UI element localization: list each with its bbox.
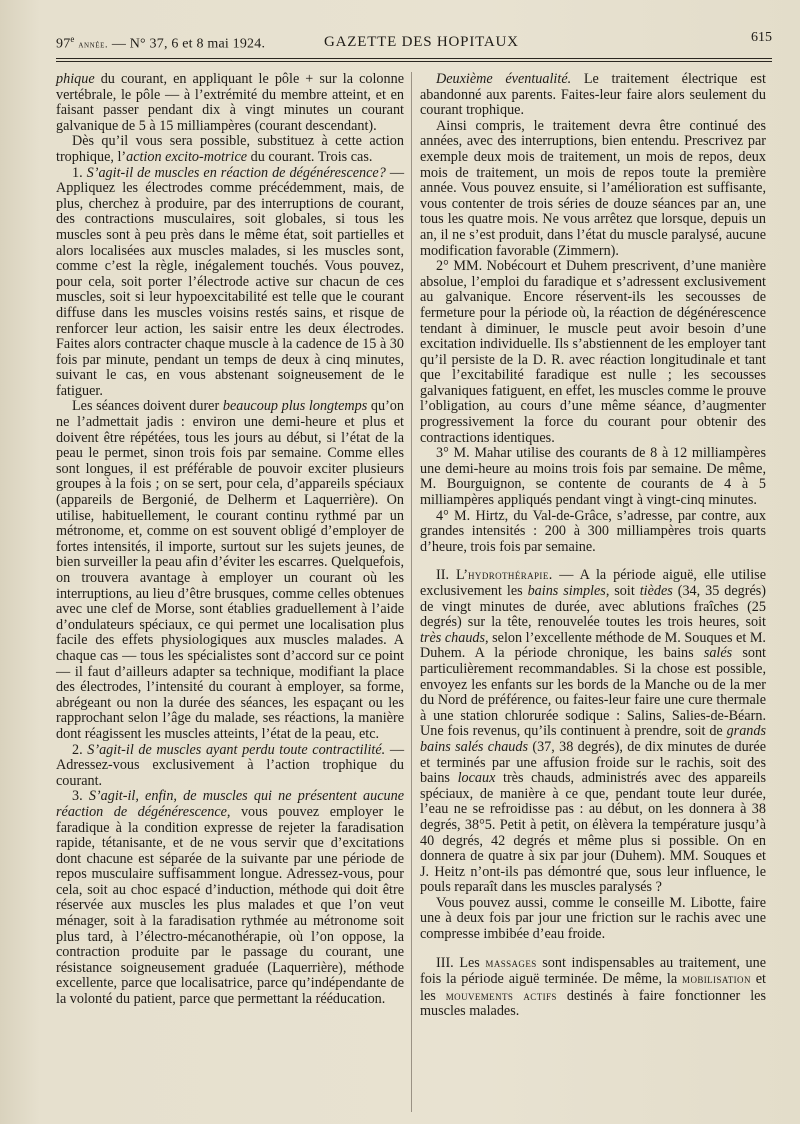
italic-run: beaucoup plus longtemps (222, 398, 368, 415)
paragraph (56, 134, 404, 165)
smallcaps-run: hydrothérapie (468, 567, 549, 583)
paragraph (420, 119, 766, 259)
issue-date: — N° 37, 6 et 8 mai 1924. (111, 36, 266, 52)
text-run: très chauds, administrés avec des appareils spéciaux, de manière à ce que, pendant toute leur durée, l’eau ne se refroidisse pas : au début, on les donnera à 38 degrés, 38°5. Petit à petit, on élèvera la température jusqu’à 40 degrés, 42 degrés et même plus si possible. On en donnera de quatre à six par jour (Duhem). MM. Souques et J. Heitz n’ont-ils pas démontré que, sous leur influence, le pouls reparaît dans les muscles paralysés ? (420, 770, 766, 896)
text-run: 2. (72, 741, 88, 758)
text-run: du courant. Trois cas. (247, 148, 373, 165)
italic-run: bains simples (527, 583, 606, 599)
text-run: 3. (72, 788, 89, 805)
text-run: (37, 38 degrés), de dix minutes de durée et terminés par une affusion froide sur le rachis, soit des bains (420, 738, 766, 787)
text-run: qu’on ne l’admettait jadis : environ une demi-heure et plus et doivent être répétées, tous les jours au début, si l’état de la peau le permet, sinon trois fois par semaine. Comme elles sont longues, il est préférable de pouvoir exciter plusieurs groupes à la fois ; on se sert, pour cela, d’appareils spéciaux (appareils de Bergonié, de Delherm et Laquerrière). On utilise, habituellement, le courant continu rythmé par un métronome, et, comme on est souvent obligé d’employer de fortes intensités, il importe, surtout sur les sujets jeunes, de bien surveiller la peau afin d’éviter les escarres. Quelquefois, on trouvera avantage à employer un courant où les interruptions, au lieu d’être brusques, comme celles obtenues avec une clef de Morse, sont établies graduellement à l’aide d’ondulateurs spéciaux, ce qui permet une localisation plus facile des effets physiologiques aux muscles malades. A chaque cas — tous les spécialistes sont d’accord sur ce point — il faut d’ailleurs adapter sa technique, modifiant la place des électrodes, l’intensité du courant à employer, sa forme, abrégeant ou non la durée des séances, les espaçant ou les rapprochant selon l’âge du malade, ses réactions, la manière dont réagissent les muscles atteints, l’état de la peau, etc. (56, 398, 404, 742)
text-run: 2° MM. Nobécourt et Duhem prescrivent, d’une manière absolue, l’emploi du faradique et s’adressent exclusivement au galvanique. Encore réservent-ils les secousses de fermeture pour la période où, la réaction de dégénérescence tendant à diminuer, le muscle peut avoir besoin d’une excitation individuelle. Ils s’abstiennent de les employer tant qu’il persiste de la D. R. avec réaction longitudinale et tant que l’excitabilité faradique est nulle ; les secousses galvaniques fatiguent, en effet, les muscles comme le prouve l’obligation, au cours d’une même séance, d’augmenter progressivement la force du courant pour obtenir des contractions identiques. (420, 258, 766, 446)
italic-run: S’agit-il, enfin, de muscles qui ne présentent aucune réaction de dégénérescence (56, 788, 404, 820)
text-run: . — A la période aiguë, elle utilise exclusivement les (420, 567, 766, 599)
italic-run: S’agit-il de muscles en réaction de dégénérescence? (86, 164, 386, 181)
text-run: — Adressez-vous exclusivement à l’action trophique du courant. (56, 741, 404, 789)
smallcaps-run: mobilisation (682, 971, 751, 987)
paragraph (420, 446, 766, 508)
left-column (56, 72, 404, 1008)
column-divider (411, 72, 412, 1112)
text-run: Vous pouvez aussi, comme le conseille M. Libotte, faire une à deux fois par jour une friction sur le rachis avec une compresse imbibée d’eau froide. (420, 894, 766, 943)
text-run: 1. (72, 164, 87, 181)
italic-run: très chauds (420, 629, 486, 646)
text-run: Les séances doivent durer (72, 398, 223, 415)
page-header (56, 26, 772, 56)
volume-label: année. (78, 39, 109, 51)
smallcaps-run: massages (485, 954, 537, 970)
italic-run: phique (56, 71, 95, 87)
journal-title: GAZETTE DES HOPITAUX (324, 34, 519, 50)
text-run: , vous pouvez employer le faradique à la condition expresse de rejeter la faradisation rapide, tétanisante, et de ne vous servir que d’excitations dont chacune est séparée de la suivante par une période de repos musculaire suffisamment longue. Adressez-vous, pour cela, soit au choc espacé d’induction, méthode qui doit être réservée aux muscles les plus malades et que l’on veut ménager, soit à la faradisation rythmée au métronome soit plus tard, à l’électro-mécanothérapie, où l’on oppose, la contraction produite par le passage du courant, une résistance soigneusement graduée (Laquerrière), méthode excellente, parce que localisatrice, parce qu’indépendante de la volonté du patient, parce que permettant la rééducation. (56, 803, 404, 1008)
paragraph (56, 72, 404, 134)
volume-number: 97 (56, 36, 71, 52)
header-rule (56, 58, 772, 59)
paragraph (420, 955, 766, 1020)
paragraph (56, 399, 404, 742)
right-column (420, 72, 766, 1020)
paragraph (56, 789, 404, 1007)
text-run: II. L’ (436, 567, 469, 584)
text-run: et les (420, 971, 766, 1004)
italic-run: grands bains salés chauds (420, 723, 766, 755)
paragraph (420, 72, 766, 119)
italic-run: Deuxième éventualité. (436, 71, 572, 87)
text-run: Le traitement électrique est abandonné aux parents. Faites-leur faire alors seulement du courant trophique. (420, 71, 766, 119)
italic-run: tièdes (639, 583, 673, 599)
text-run: du courant, en appliquant le pôle + sur la colonne vertébrale, le pôle — à l’extrémité du membre atteint, et en faisant passer pendant dix à vingt minutes un courant galvanique de 5 à 15 milliampères (courant descendant). (56, 71, 404, 134)
text-run: destinés à faire fonctionner les muscles malades. (420, 987, 766, 1020)
text-run: 4° M. Hirtz, du Val-de-Grâce, s’adresse, par contre, aux grandes intensités : 200 à 300 milliampères trois quarts d’heure, trois fois par semaine. (420, 507, 766, 555)
text-run: , selon l’excellente méthode de M. Souques et M. Duhem. A la période chronique, les bains (420, 629, 766, 662)
italic-run: locaux (457, 770, 496, 787)
paragraph (420, 509, 766, 556)
issue-line (56, 34, 265, 53)
text-run: 3° M. Mahar utilise des courants de 8 à 12 milliampères une demi-heure au moins trois fois par semaine. De même, M. Bourguignon, se contente de courants de 4 à 5 milliampères appliqués pendant vingt à vingt-cinq minutes. (420, 445, 766, 509)
text-run: , soit (605, 583, 640, 599)
paragraph (420, 896, 766, 943)
smallcaps-run: mouvements actifs (445, 987, 557, 1003)
paragraph (420, 567, 766, 895)
text-run: sont indispensables au traitement, une fois la période aiguë terminée. De même, la (420, 954, 766, 988)
text-run: Dès qu’il vous sera possible, substituez à cette action trophique, l’ (56, 133, 404, 165)
text-run: (34, 35 degrés) de vingt minutes de durée, avec ablutions fraîches (25 degrés) sur la tête, renouvelée toutes les trois heures, soit (420, 583, 766, 631)
paragraph (56, 743, 404, 790)
text-run: Ainsi compris, le traitement devra être continué des années, avec des interruptions, bien entendu. Prescrivez par exemple deux mois de traitement, un mois de repos, deux mois de traitement, un mois de repos toute la première année. Vous pouvez ensuite, si l’amélioration est suffisante, vous contenter de trois séries de douze séances par an, une tous les quatre mois. Ne vous arrêtez que lorsque, depuis un an, il ne s’est produit, dans l’état du muscle paralysé, aucune modification favorable (Zimmern). (420, 117, 766, 259)
page-number: 615 (751, 30, 772, 45)
paragraph (420, 259, 766, 446)
header-rule-double (56, 61, 772, 62)
paragraph (56, 166, 404, 400)
text-run: sont particulièrement recommandables. Si la chose est possible, envoyez les enfants sur les bords de la Manche ou de la mer du Nord de préférence, ou faites-leur faire une cure thermale à une station chlorurée sodique : Salins, Salies-de-Béarn. Une fois revenus, qu’ils continuent à prendre, soit de (420, 645, 766, 740)
italic-run: S’agit-il de muscles ayant perdu toute contractilité. (87, 741, 386, 758)
italic-run: action excito-motrice (126, 148, 248, 165)
text-run: — Appliquez les électrodes comme précédemment, mais, de plus, cherchez à produire, par des interruptions de courant, des contractions musculaires, soit globales, si tous les muscles sont à peu près dans le même état, soit partielles et alors localisées aux muscles malades, si les muscles sont, comme c’est la règle, inégalement touchés. Vous pouvez, pour cela, soit porter l’électrode active sur chacun de ces muscles, soit si leur hypoexcitabilité est telle que le courant diffuse dans les muscles voisins restés sains, et risque de renforcer leur action, les saisir entre les deux électrodes. Faites alors contracter chaque muscle à la cadence de 15 à 30 fois par minute, pendant un temps de deux à cinq minutes, suivant le cas, en vous abstenant soigneusement de le fatiguer. (56, 164, 405, 399)
italic-run: salés (703, 645, 733, 662)
volume-sup: e (70, 34, 75, 44)
text-run: III. Les (436, 954, 486, 971)
